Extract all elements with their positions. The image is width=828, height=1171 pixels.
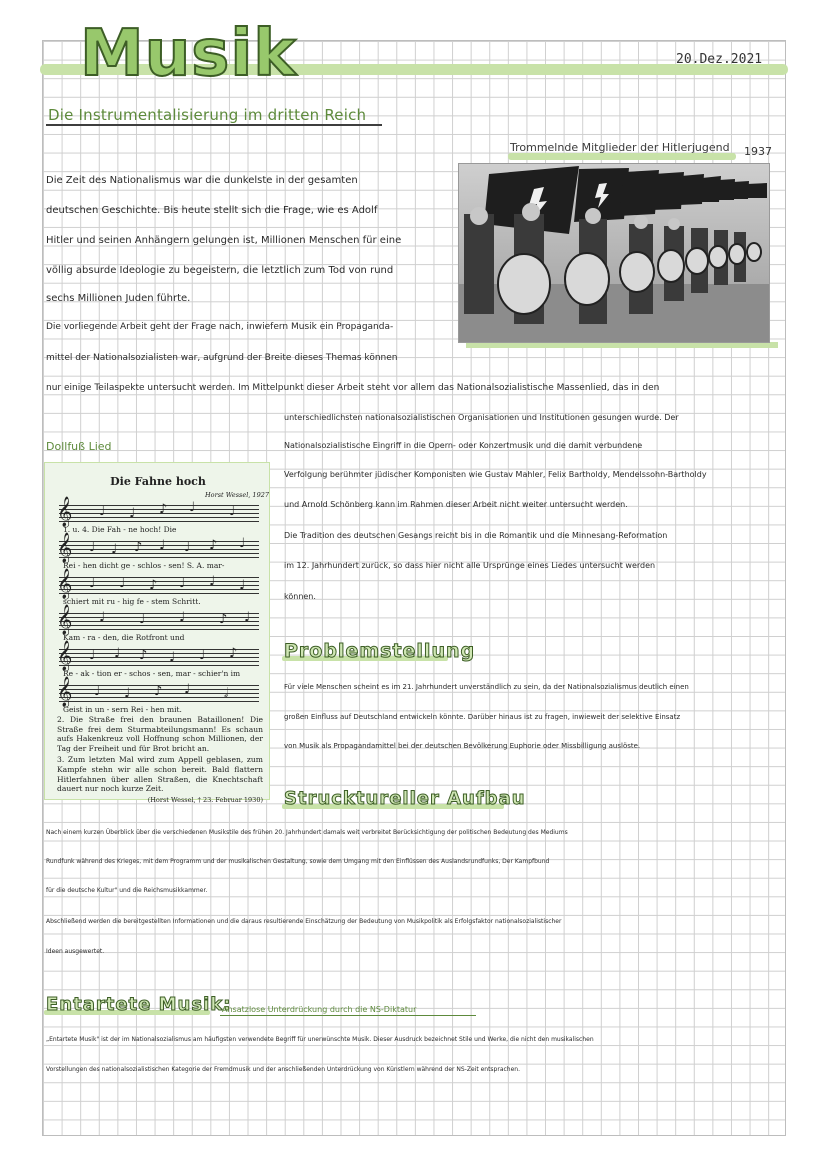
song-author: Horst Wessel, 1927	[205, 491, 269, 499]
side-line: im 12. Jahrhundert zurück, so dass hier nicht alle Ursprünge eines Liedes untersucht werden	[284, 561, 656, 570]
sheet-music	[44, 462, 270, 804]
music-label: Dollfuß Lied	[46, 440, 112, 453]
lyric-line: Re - ak - tion er - schos - sen, mar - schier'n im	[63, 669, 241, 678]
lyric-line: Kam - ra - den, die Rotfront und	[63, 633, 185, 642]
song-verses	[57, 715, 263, 807]
intro-line: Hitler und seinen Anhängern gelungen ist, Millionen Menschen für eine	[46, 235, 402, 246]
side-line: unterschiedlichsten nationalsozialistischen Organisationen und Institutionen gesungen wurde. Der	[284, 413, 679, 422]
verse: 2. Die Straße frei den braunen Bataillonen! Die Straße frei dem Sturmabteilungsmann! Es schaun aufs Hakenkreuz voll Hoffnung schon Millionen, der Tag der Freiheit und für Brot bricht an.	[57, 715, 263, 753]
caption-highlight	[508, 153, 736, 160]
subtitle-underline	[46, 124, 382, 126]
structure-line: Abschließend werden die bereitgestellten Informationen und die daraus resultierende Einschätzung der Bedeutung von Musikpolitik als Erfolgsfaktor nationalsozialistischer	[46, 918, 562, 925]
heading-structure: Strucktureller Aufbau	[284, 788, 526, 809]
degenerate-subheading: Ansatzlose Unterdrückung durch die NS-Diktatur	[222, 1005, 417, 1014]
lyric-line: schiert mit ru - hig fe - stem Schritt.	[63, 597, 201, 606]
date: 20.Dez.2021	[676, 52, 763, 67]
intro-line: deutschen Geschichte. Bis heute stellt sich die Frage, wie es Adolf	[46, 205, 378, 216]
lyric-line: Rei - hen dicht ge - schlos - sen! S. A. mar-	[63, 561, 225, 570]
intro-line: Die vorliegende Arbeit geht der Frage nach, inwiefern Musik ein Propaganda-	[46, 322, 394, 332]
heading-problem: Problemstellung	[284, 640, 476, 662]
side-line: Verfolgung berühmter jüdischer Komponisten wie Gustav Mahler, Felix Bartholdy, Mendelssohn-Bartholdy	[284, 470, 707, 479]
structure-line: Ideen ausgewertet.	[46, 948, 105, 955]
intro-line: nur einige Teilaspekte untersucht werden. Im Mittelpunkt dieser Arbeit steht vor allem das Nationalsozialistische Massenlied, das in den	[46, 383, 660, 393]
side-line: Nationalsozialistische Eingriff in die Opern- oder Konzertmusik und die damit verbundene	[284, 441, 643, 450]
structure-line: für die deutsche Kultur" und die Reichsmusikkammer.	[46, 887, 208, 894]
side-line: und Arnold Schönberg kann im Rahmen dieser Arbeit nicht weiter untersucht werden.	[284, 500, 628, 509]
page-title: Musik	[80, 17, 297, 91]
photo-caption: Trommelnde Mitglieder der Hitlerjugend	[510, 141, 730, 154]
music-staff: 𝄞 ♩ ♩ ♪ ♩ ♩ ♩	[59, 575, 259, 593]
structure-line: Nach einem kurzen Überblick über die verschiedenen Musikstile des frühen 20. Jahrhundert damals weit verbreitet Berücksichtigung der politischen Bedeutung des Mediums	[46, 829, 568, 836]
music-staff: 𝄞 ♩ ♩ ♪ ♩ ♩ ♪	[59, 647, 259, 665]
intro-line: mittel der Nationalsozialisten war, aufgrund der Breite dieses Themas können	[46, 353, 398, 363]
music-staff: 𝄞 ♩ ♩ ♩ ♪ ♩	[59, 611, 259, 629]
problem-line: großen Einfluss auf Deutschland entwickeln könnte. Darüber hinaus ist zu fragen, inwieweit der selektive Einsatz	[284, 713, 681, 721]
heading-degenerate-music: Entartete Musik:	[46, 994, 232, 1015]
music-staff: 𝄞 ♩ ♩ ♪ ♩ 𝅗𝅥	[59, 683, 259, 701]
side-line: Die Tradition des deutschen Gesangs reicht bis in die Romantik und die Minnesang-Reformation	[284, 531, 668, 540]
lyric-line: 1. u. 4. Die Fah - ne hoch! Die	[63, 525, 177, 534]
music-staff: 𝄞 ♩ ♩ ♪ ♩ ♩	[59, 503, 259, 521]
problem-line: Für viele Menschen scheint es im 21. Jahrhundert unverständlich zu sein, da der Nationalsozialismus deutlich einen	[284, 683, 689, 691]
structure-line: Rundfunk während des Krieges, mit dem Programm und der musikalischen Gestaltung, sowie dem Umgang mit den Einflüssen des Auslandsrundfunks, Der Kampfbund	[46, 858, 550, 865]
lyric-line: Geist in un - sern Rei - hen mit.	[63, 705, 182, 714]
intro-line: Die Zeit des Nationalismus war die dunkelste in der gesamten	[46, 175, 358, 186]
verse: 3. Zum letzten Mal wird zum Appell geblasen, zum Kampfe stehn wir alle schon bereit. Bald flattern Hitlerfahnen über allen Straßen, die Knechtschaft dauert nur noch kurze Zeit.	[57, 755, 263, 794]
intro-line: sechs Millionen Juden führte.	[46, 293, 191, 304]
side-line: können.	[284, 592, 316, 601]
photo-drawing	[459, 164, 769, 342]
music-staff: 𝄞 ♩ ♩ ♪ ♩ ♩ ♪ ♩	[59, 539, 259, 557]
degenerate-line: „Entartete Musik" ist der im Nationalsozialismus am häufigsten verwendete Begriff für unerwünschte Musik. Dieser Ausdruck bezeichnet Stile und Werke, die nicht den musikalischen	[46, 1036, 594, 1043]
degenerate-line: Vorstellungen des nationalsozialistischen Kategorie der Fremdmusik und der anschließenden Unterdrückung von Künstlern während der NS-Zeit entsprachen.	[46, 1066, 520, 1073]
problem-line: von Musik als Propagandamittel bei der deutschen Bevölkerung Euphorie oder Missbilligung auslöste.	[284, 742, 641, 750]
photo-hitler-youth-drummers	[458, 163, 770, 343]
photo-year: 1937	[744, 145, 772, 158]
subtitle: Die Instrumentalisierung im dritten Reich	[48, 106, 367, 124]
intro-line: völlig absurde Ideologie zu begeistern, die letztlich zum Tod von rund	[46, 265, 394, 276]
verse-credit: (Horst Wessel, † 23. Februar 1930)	[147, 795, 263, 804]
song-title: Die Fahne hoch	[110, 475, 206, 488]
subheading-underline	[220, 1015, 476, 1016]
